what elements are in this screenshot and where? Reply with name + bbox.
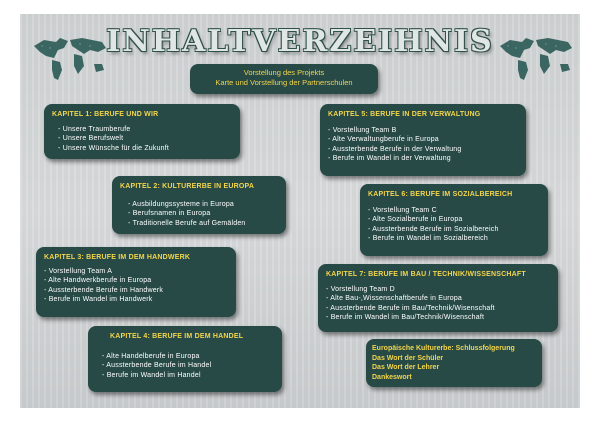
- chapter-3-item: - Aussterbende Berufe im Handwerk: [44, 286, 228, 296]
- chapter-5-box: [320, 104, 526, 176]
- chapter-3-item: - Berufe im Wandel im Handwerk: [44, 295, 228, 305]
- chapter-5-item: - Alte Verwaltungberufe in Europa: [328, 135, 518, 145]
- chapter-1-box: [44, 104, 240, 159]
- chapter-1-item: - Unsere Traumberufe: [58, 125, 232, 135]
- chapter-6-item: - Alte Sozialberufe in Europa: [368, 215, 540, 225]
- chapter-2-item: - Berufsnamen in Europa: [128, 209, 278, 219]
- intro-line-2: Karte und Vorstellung der Partnerschulen: [215, 78, 353, 87]
- chapter-6-item: - Berufe im Wandel im Sozialbereich: [368, 234, 540, 244]
- chapter-2-title: KAPITEL 2: KULTURERBE IN EUROPA: [120, 183, 255, 190]
- chapter-3-title: KAPITEL 3: BERUFE IM DEM HANDWERK: [44, 254, 191, 261]
- chapter-3-item: - Vorstellung Team A: [44, 267, 228, 277]
- chapter-4-item: - Alte Handelberufe in Europa: [102, 352, 274, 362]
- chapter-5-item: - Berufe im Wandel in der Verwaltung: [328, 154, 518, 164]
- conclusion-line-3: Das Wort der Lehrer: [372, 364, 440, 371]
- page-background: [20, 14, 580, 408]
- chapter-7-title: KAPITEL 7: BERUFE IM BAU / TECHNIK/WISSENSCHAFT: [326, 271, 526, 278]
- conclusion-box: [366, 339, 542, 387]
- chapter-6-title: KAPITEL 6: BERUFE IM SOZIALBEREICH: [368, 191, 513, 198]
- chapter-1-title: KAPITEL 1: BERUFE UND WIR: [52, 111, 159, 118]
- page-title: INHALTVERZEIHNIS: [106, 24, 494, 59]
- chapter-4-item: - Aussterbende Berufe im Handel: [102, 361, 274, 371]
- chapter-7-item: - Alte Bau-,Wissenschaftberufe in Europa: [326, 294, 550, 304]
- intro-box: [190, 64, 378, 94]
- chapter-5-item: - Vorstellung Team B: [328, 126, 518, 136]
- chapter-5-item: - Aussterbende Berufe in der Verwaltung: [328, 145, 518, 155]
- conclusion-line-4: Dankeswort: [372, 373, 412, 381]
- chapter-5-title: KAPITEL 5: BERUFE IN DER VERWALTUNG: [328, 111, 481, 118]
- chapter-1-item: - Unsere Berufswelt: [58, 134, 232, 144]
- chapter-3-item: - Alte Handwerkberufe in Europa: [44, 276, 228, 286]
- chapter-2-box: [112, 176, 286, 234]
- chapter-7-box: [318, 264, 558, 332]
- chapter-3-box: [36, 247, 236, 317]
- chapter-4-box: [88, 326, 282, 392]
- chapter-7-item: - Berufe im Wandel im Bau/Technik/Wisenschaft: [326, 313, 550, 323]
- chapter-4-title: KAPITEL 4: BERUFE IM DEM HANDEL: [110, 333, 244, 340]
- chapter-1-item: - Unsere Wünsche für die Zukunft: [58, 144, 232, 154]
- chapter-7-item: - Vorstellung Team D: [326, 285, 550, 295]
- chapter-6-item: - Aussterbende Berufe im Sozialbereich: [368, 225, 540, 235]
- conclusion-line-2: Das Wort der Schüler: [372, 354, 444, 362]
- chapter-6-box: [360, 184, 548, 256]
- intro-line-1: Vorstellung des Projekts: [243, 68, 325, 77]
- chapter-2-item: - Ausbildungssysteme in Europa: [128, 200, 278, 210]
- conclusion-line-1: Europäische Kulturerbe: Schlussfolgerung: [372, 345, 515, 352]
- chapter-6-item: - Vorstellung Team C: [368, 206, 540, 216]
- chapter-7-item: - Aussterbende Berufe im Bau/Technik/Wisenschaft: [326, 304, 550, 314]
- chapter-2-item: - Traditionelle Berufe auf Gemälden: [128, 219, 278, 229]
- chapter-4-item: - Berufe im Wandel im Handel: [102, 371, 274, 381]
